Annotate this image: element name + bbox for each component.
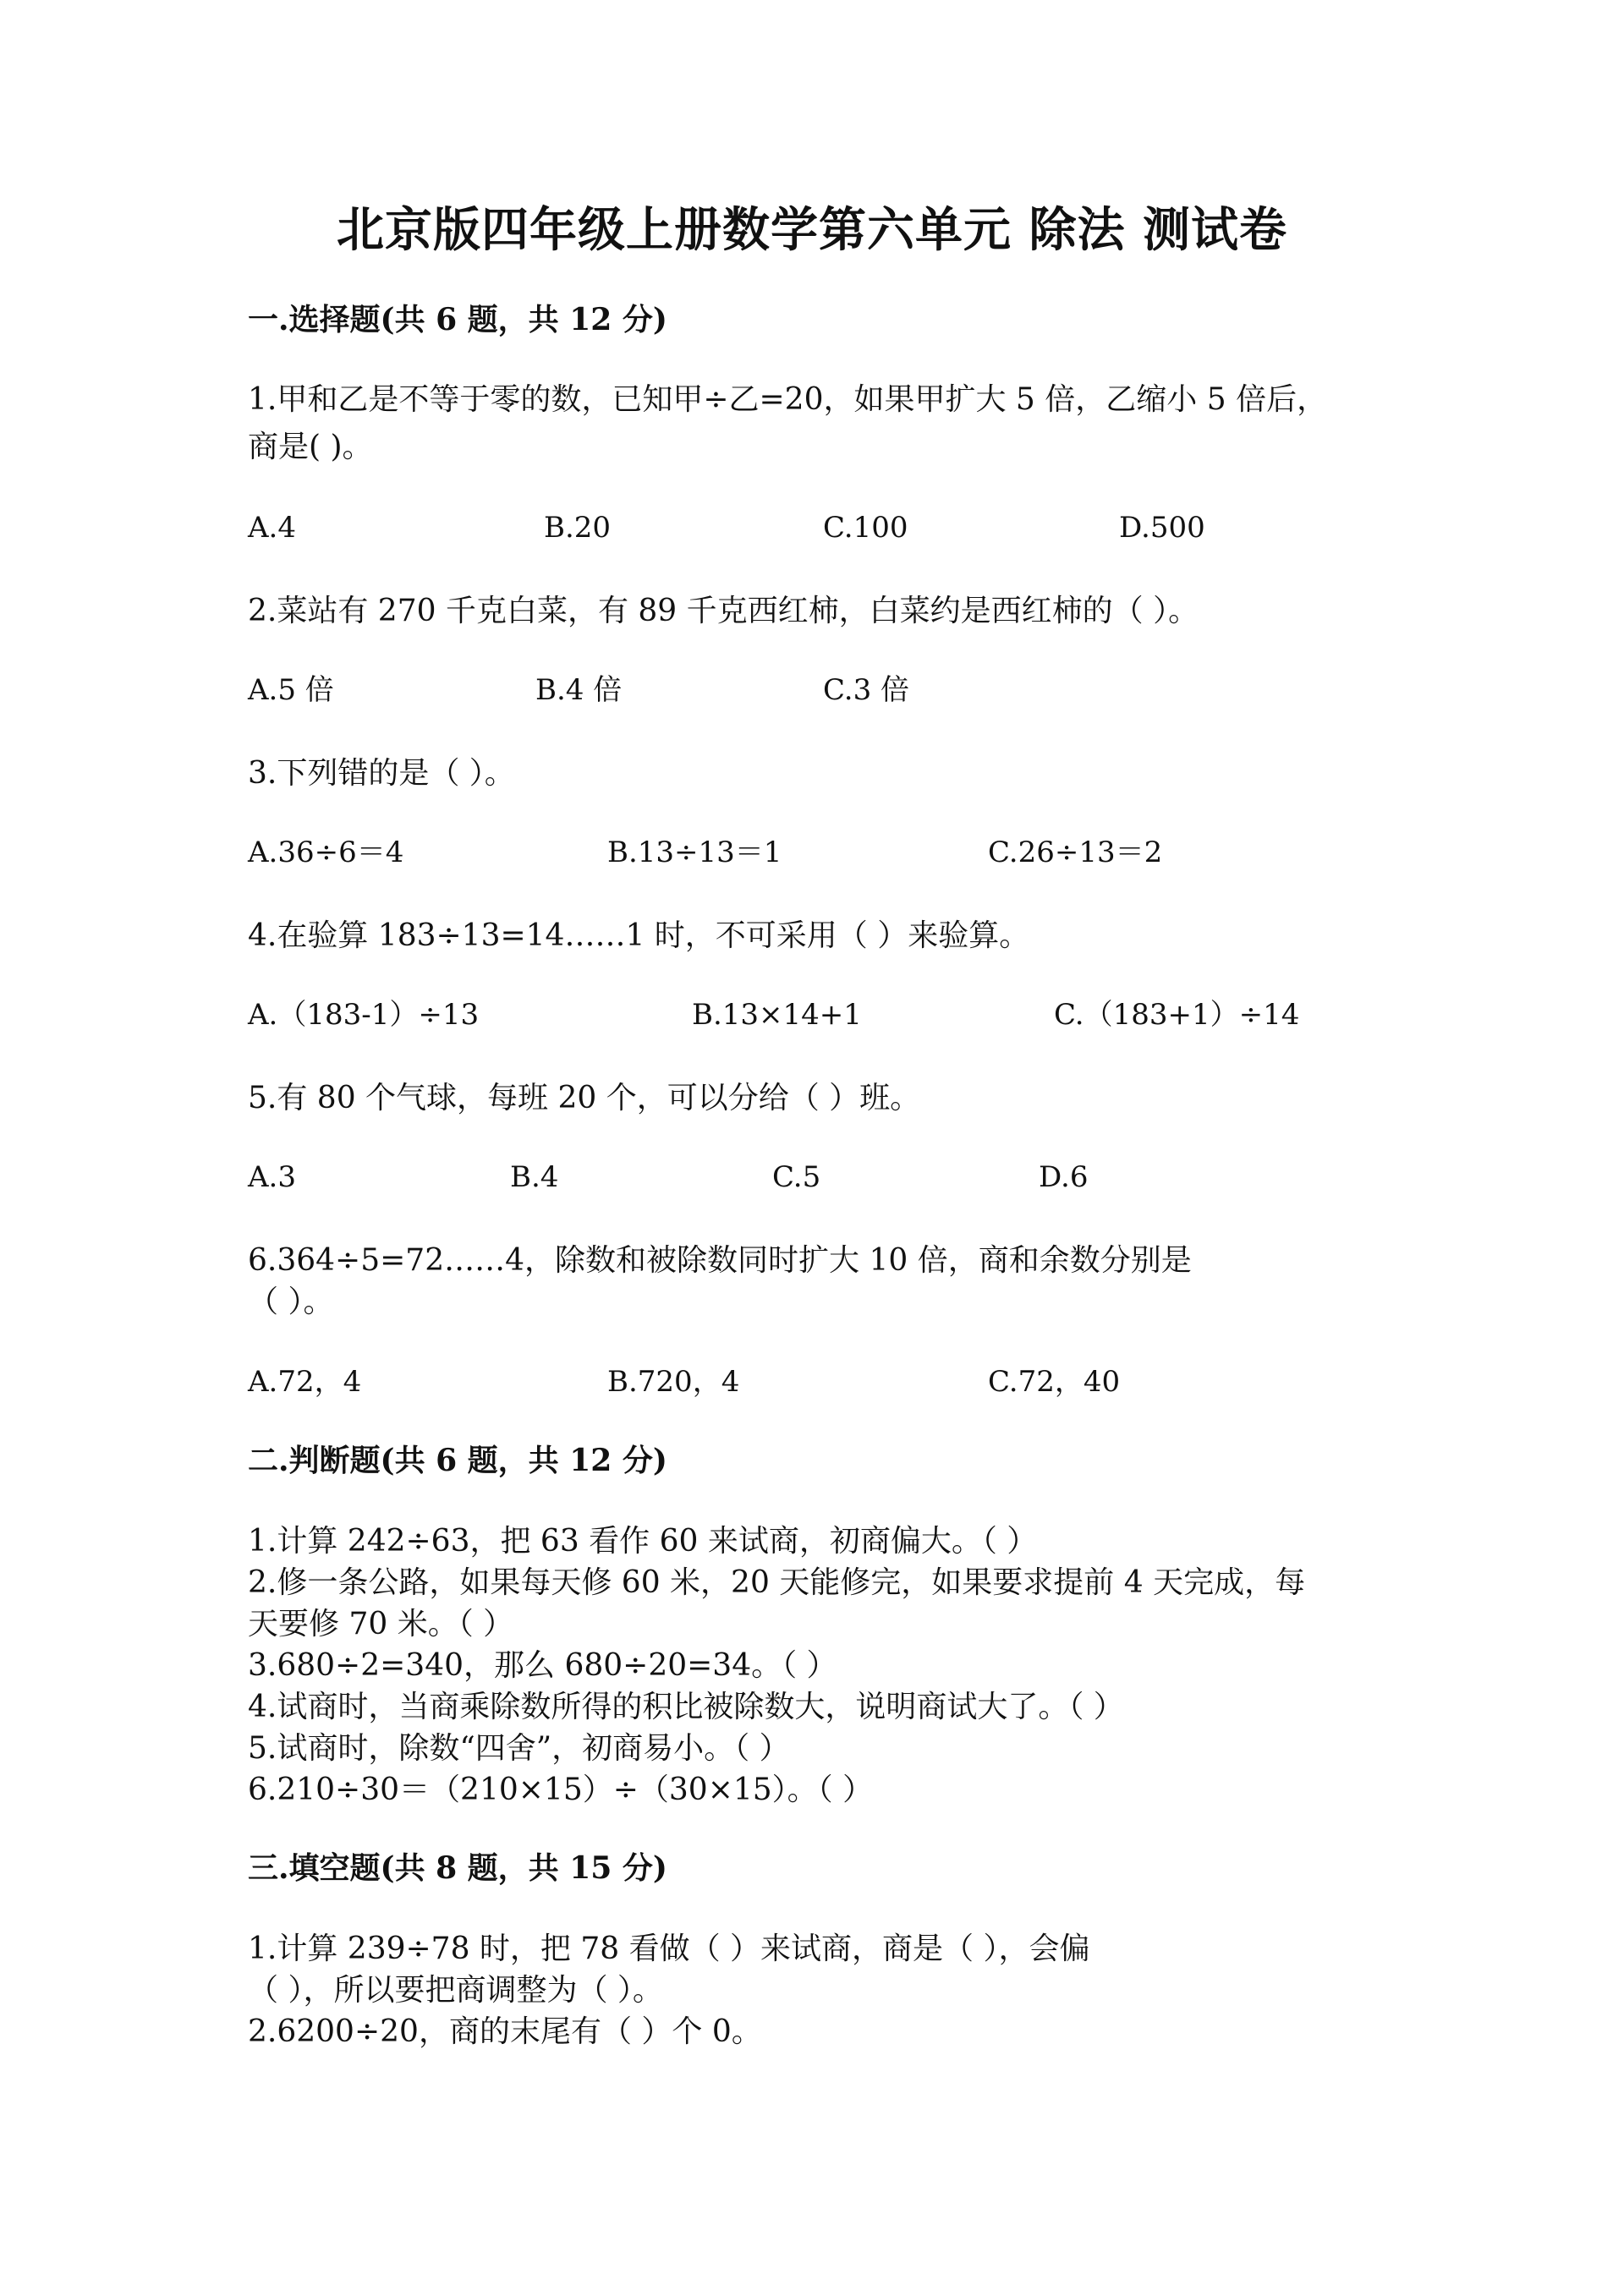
- question-text: 2.修一条公路，如果每天修 60 米，20 天能修完，如果要求提前 4 天完成，每: [248, 1565, 1306, 1600]
- option-c: C.（183+1）÷14: [1054, 998, 1300, 1032]
- option-b: B.20: [544, 511, 612, 545]
- option-a: A.72，4: [248, 1365, 362, 1399]
- option-c: C.3 倍: [823, 673, 910, 707]
- option-c: C.5: [772, 1160, 821, 1194]
- question-text: 1.甲和乙是不等于零的数，已知甲÷乙=20，如果甲扩大 5 倍，乙缩小 5 倍后，: [248, 382, 1328, 417]
- question-text: （ ），所以要把商调整为（ ）。: [248, 1973, 663, 2008]
- option-d: D.500: [1119, 511, 1205, 545]
- option-b: B.13÷13＝1: [607, 836, 782, 869]
- document-title: 北京版四年级上册数学第六单元 除法 测试卷: [337, 202, 1287, 258]
- question-text: 5.试商时，除数“四舍”，初商易小。（ ）: [248, 1731, 790, 1766]
- option-b: B.4 倍: [535, 673, 623, 707]
- section-heading-choice: 一.选择题(共 6 题，共 12 分): [248, 302, 667, 337]
- option-b: B.4: [510, 1160, 559, 1194]
- section-heading-fill: 三.填空题(共 8 题，共 15 分): [248, 1850, 667, 1886]
- question-text: 天要修 70 米。（ ）: [248, 1607, 514, 1641]
- option-a: A.4: [248, 511, 296, 545]
- question-text: 4.试商时，当商乘除数所得的积比被除数大，说明商试大了。（ ）: [248, 1690, 1124, 1724]
- option-c: C.26÷13＝2: [988, 836, 1163, 869]
- option-a: A.3: [248, 1160, 296, 1194]
- question-text: 4.在验算 183÷13=14……1 时，不可采用（ ）来验算。: [248, 918, 1030, 953]
- question-text: 2.菜站有 270 千克白菜，有 89 千克西红柿，白菜约是西红柿的（ ）。: [248, 594, 1199, 628]
- option-c: C.100: [823, 511, 908, 545]
- question-text: 5.有 80 个气球，每班 20 个，可以分给（ ）班。: [248, 1081, 921, 1115]
- question-text: 商是( )。: [248, 430, 373, 464]
- question-text: 3.680÷2=340，那么 680÷20=34。（ ）: [248, 1648, 837, 1683]
- question-text: 1.计算 242÷63，把 63 看作 60 来试商，初商偏大。（ ）: [248, 1524, 1038, 1559]
- option-d: D.6: [1039, 1160, 1089, 1194]
- option-a: A.（183-1）÷13: [248, 998, 480, 1032]
- question-text: 2.6200÷20，商的末尾有（ ）个 0。: [248, 2014, 762, 2049]
- option-c: C.72，40: [988, 1365, 1121, 1399]
- option-a: A.5 倍: [248, 673, 334, 707]
- option-b: B.720，4: [607, 1365, 740, 1399]
- question-text: 6.210÷30＝（210×15）÷（30×15）。（ ）: [248, 1773, 874, 1807]
- option-b: B.13×14+1: [692, 998, 862, 1032]
- section-heading-judge: 二.判断题(共 6 题，共 12 分): [248, 1443, 667, 1478]
- question-text: 3.下列错的是（ ）。: [248, 756, 515, 791]
- option-a: A.36÷6＝4: [248, 836, 404, 869]
- question-text: 1.计算 239÷78 时，把 78 看做（ ）来试商，商是（ ），会偏: [248, 1932, 1090, 1966]
- question-text: 6.364÷5=72……4，除数和被除数同时扩大 10 倍，商和余数分别是: [248, 1243, 1192, 1278]
- question-text: （ ）。: [248, 1285, 334, 1319]
